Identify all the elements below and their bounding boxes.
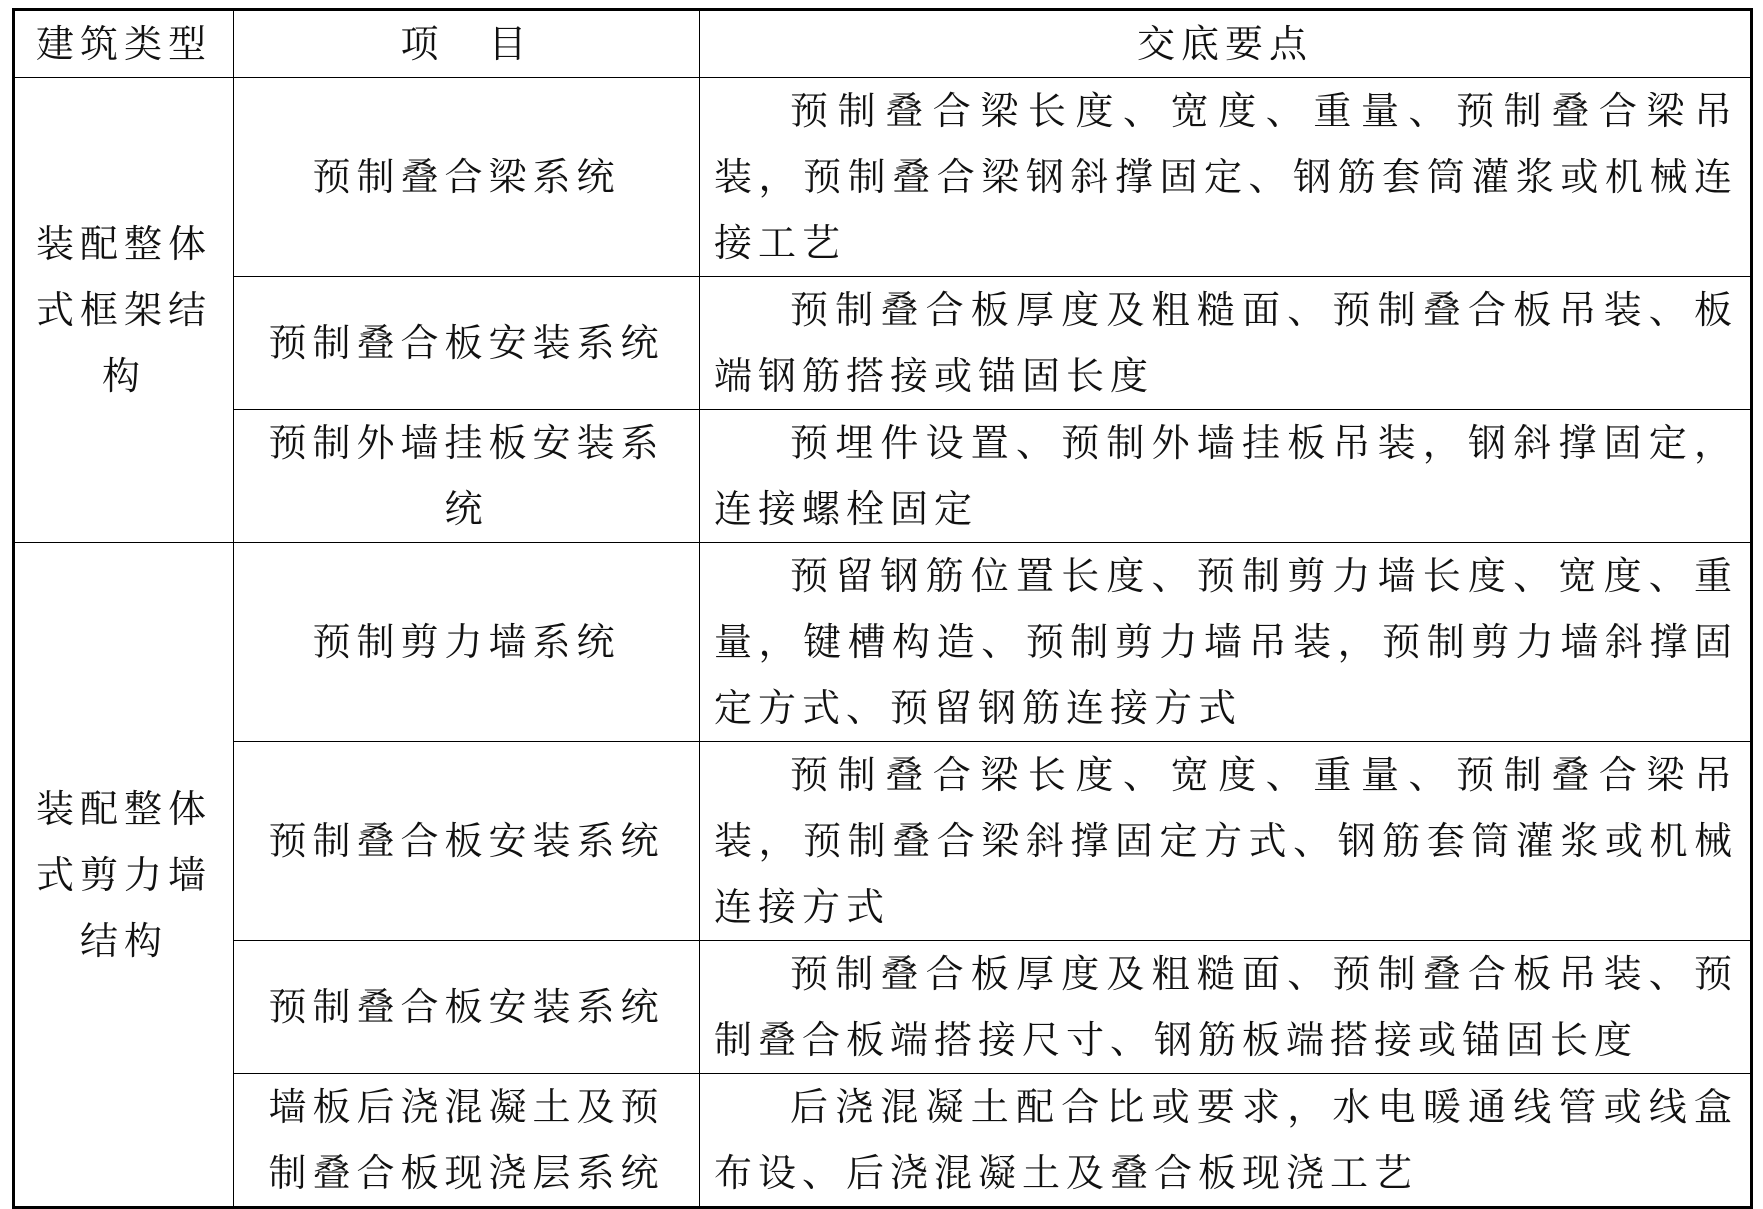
table-row [14, 78, 1752, 277]
item-cell: 预制剪力墙系统 [234, 543, 700, 742]
table-row [14, 742, 1752, 941]
key-points-cell: 预制叠合梁长度、宽度、重量、预制叠合梁吊装，预制叠合梁斜撑固定方式、钢筋套筒灌浆或机械连接方式 [700, 742, 1752, 941]
construction-briefing-table [12, 8, 1753, 1209]
item-cell: 预制叠合梁系统 [234, 78, 700, 277]
table-row [14, 543, 1752, 742]
table-row [14, 277, 1752, 410]
key-points-cell: 预埋件设置、预制外墙挂板吊装，钢斜撑固定，连接螺栓固定 [700, 410, 1752, 543]
header-key-points: 交底要点 [700, 10, 1752, 78]
table-row [14, 410, 1752, 543]
item-cell: 预制外墙挂板安装系统 [234, 410, 700, 543]
building-type-shear-wall: 装配整体式剪力墙结构 [14, 543, 234, 1208]
header-item: 项 目 [234, 10, 700, 78]
table-header-row [14, 10, 1752, 78]
key-points-cell: 预制叠合板厚度及粗糙面、预制叠合板吊装、预制叠合板端搭接尺寸、钢筋板端搭接或锚固长度 [700, 941, 1752, 1074]
item-cell: 预制叠合板安装系统 [234, 277, 700, 410]
key-points-cell: 预制叠合板厚度及粗糙面、预制叠合板吊装、板端钢筋搭接或锚固长度 [700, 277, 1752, 410]
key-points-cell: 预制叠合梁长度、宽度、重量、预制叠合梁吊装，预制叠合梁钢斜撑固定、钢筋套筒灌浆或机械连接工艺 [700, 78, 1752, 277]
key-points-cell: 预留钢筋位置长度、预制剪力墙长度、宽度、重量，键槽构造、预制剪力墙吊装，预制剪力墙斜撑固定方式、预留钢筋连接方式 [700, 543, 1752, 742]
table-row [14, 1074, 1752, 1208]
table-row [14, 941, 1752, 1074]
item-cell: 墙板后浇混凝土及预制叠合板现浇层系统 [234, 1074, 700, 1208]
item-cell: 预制叠合板安装系统 [234, 742, 700, 941]
item-cell: 预制叠合板安装系统 [234, 941, 700, 1074]
building-type-frame: 装配整体式框架结构 [14, 78, 234, 543]
key-points-cell: 后浇混凝土配合比或要求，水电暖通线管或线盒布设、后浇混凝土及叠合板现浇工艺 [700, 1074, 1752, 1208]
header-building-type: 建筑类型 [14, 10, 234, 78]
